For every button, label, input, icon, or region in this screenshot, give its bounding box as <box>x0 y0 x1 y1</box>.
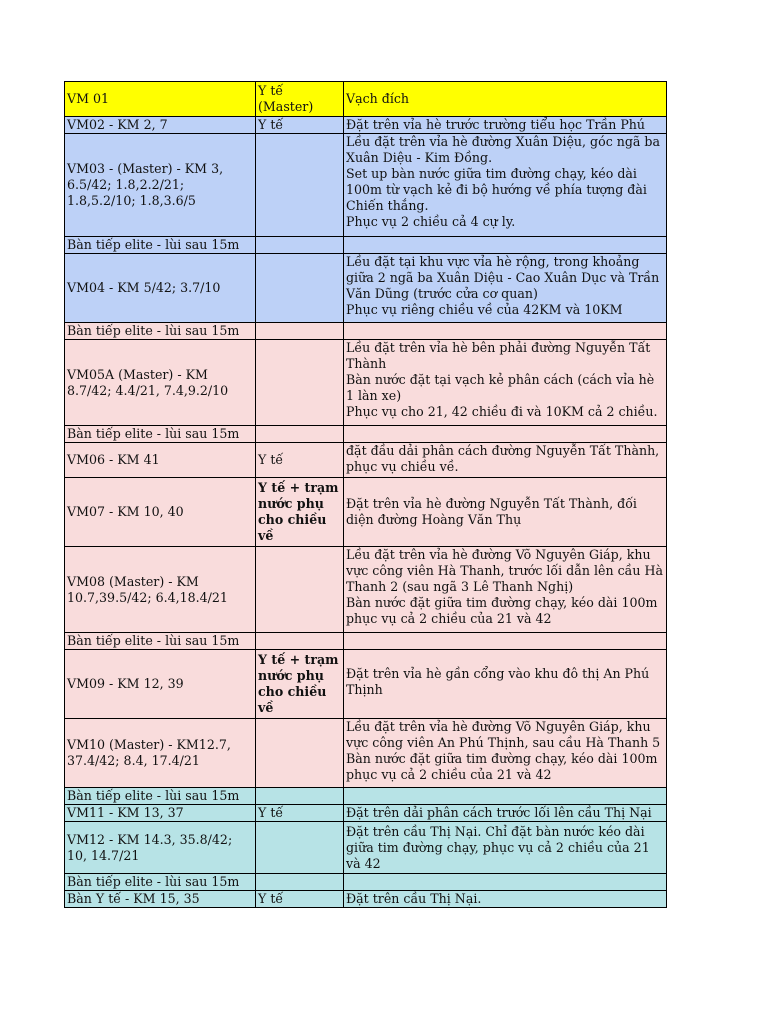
medical-cell <box>256 633 344 650</box>
table-row <box>65 788 667 805</box>
station-cell: Bàn tiếp elite - lùi sau 15m <box>65 874 256 891</box>
water-station-table <box>64 81 667 908</box>
location-cell: Đặt trên vỉa hè đường Nguyễn Tất Thành, đối diện đường Hoàng Văn Thụ <box>344 478 667 547</box>
medical-cell <box>256 134 344 237</box>
station-cell: Bàn Y tế - KM 15, 35 <box>65 891 256 908</box>
location-cell <box>344 788 667 805</box>
station-cell: Bàn tiếp elite - lùi sau 15m <box>65 633 256 650</box>
station-cell: VM12 - KM 14.3, 35.8/42; 10, 14.7/21 <box>65 822 256 874</box>
location-cell: Lều đặt tại khu vực vỉa hè rộng, trong khoảng giữa 2 ngã ba Xuân Diệu - Cao Xuân Dục và Trần Văn Dũng (trước cửa cơ quan) Phục vụ riêng chiều về của 42KM và 10KM <box>344 254 667 323</box>
medical-cell: Y tế <box>256 805 344 822</box>
medical-cell <box>256 426 344 443</box>
table-row <box>65 443 667 478</box>
medical-cell <box>256 340 344 426</box>
location-cell: Lều đặt trên vỉa hè đường Xuân Diệu, góc ngã ba Xuân Diệu - Kim Đồng. Set up bàn nước giữa tim đường chạy, kéo dài 100m từ vạch kẻ đi bộ hướng về phía tượng đài Chiến thắng. Phục vụ 2 chiều cả 4 cự ly. <box>344 134 667 237</box>
medical-cell <box>256 254 344 323</box>
medical-cell <box>256 323 344 340</box>
station-cell: VM10 (Master) - KM12.7, 37.4/42; 8.4, 17.4/21 <box>65 719 256 788</box>
table-row <box>65 117 667 134</box>
medical-cell <box>256 547 344 633</box>
medical-cell: Y tế <box>256 443 344 478</box>
location-cell <box>344 633 667 650</box>
station-cell: VM07 - KM 10, 40 <box>65 478 256 547</box>
location-cell: Lều đặt trên vỉa hè bên phải đường Nguyễn Tất Thành Bàn nước đặt tại vạch kẻ phân cách (cách vỉa hè 1 làn xe) Phục vụ cho 21, 42 chiều đi và 10KM cả 2 chiều. <box>344 340 667 426</box>
table-row <box>65 719 667 788</box>
station-cell: VM04 - KM 5/42; 3.7/10 <box>65 254 256 323</box>
medical-cell <box>256 788 344 805</box>
medical-cell: Y tế (Master) <box>256 82 344 117</box>
station-cell: VM06 - KM 41 <box>65 443 256 478</box>
medical-cell: Y tế + trạm nước phụ cho chiều về <box>256 478 344 547</box>
station-cell: Bàn tiếp elite - lùi sau 15m <box>65 788 256 805</box>
table-row <box>65 650 667 719</box>
table-row <box>65 822 667 874</box>
medical-cell: Y tế <box>256 117 344 134</box>
table-row <box>65 891 667 908</box>
table-row <box>65 633 667 650</box>
location-cell <box>344 874 667 891</box>
location-cell: Đặt trên dải phân cách trước lối lên cầu Thị Nại <box>344 805 667 822</box>
station-cell: VM08 (Master) - KM 10.7,39.5/42; 6.4,18.4/21 <box>65 547 256 633</box>
table-row <box>65 340 667 426</box>
station-cell: Bàn tiếp elite - lùi sau 15m <box>65 237 256 254</box>
medical-cell <box>256 237 344 254</box>
location-cell: Đặt trên cầu Thị Nại. Chỉ đặt bàn nước kéo dài giữa tim đường chạy, phục vụ cả 2 chiều của 21 và 42 <box>344 822 667 874</box>
location-cell: Lều đặt trên vỉa hè đường Võ Nguyên Giáp, khu vực công viên An Phú Thịnh, sau cầu Hà Thanh 5 Bàn nước đặt giữa tim đường chạy, kéo dài 100m phục vụ cả 2 chiều của 21 và 42 <box>344 719 667 788</box>
table-row <box>65 237 667 254</box>
station-cell: VM03 - (Master) - KM 3, 6.5/42; 1.8,2.2/21; 1.8,5.2/10; 1.8,3.6/5 <box>65 134 256 237</box>
location-cell: Đặt trên vỉa hè trước trường tiểu học Trần Phú <box>344 117 667 134</box>
location-cell <box>344 237 667 254</box>
table-row <box>65 805 667 822</box>
location-cell <box>344 323 667 340</box>
medical-cell: Y tế <box>256 891 344 908</box>
station-cell: VM02 - KM 2, 7 <box>65 117 256 134</box>
table-row <box>65 478 667 547</box>
location-cell: Vạch đích <box>344 82 667 117</box>
medical-cell: Y tế + trạm nước phụ cho chiều về <box>256 650 344 719</box>
location-cell <box>344 426 667 443</box>
table-row <box>65 254 667 323</box>
station-cell: Bàn tiếp elite - lùi sau 15m <box>65 323 256 340</box>
station-cell: VM11 - KM 13, 37 <box>65 805 256 822</box>
location-cell: đặt đầu dải phân cách đường Nguyễn Tất Thành, phục vụ chiều về. <box>344 443 667 478</box>
station-cell: VM09 - KM 12, 39 <box>65 650 256 719</box>
table-row <box>65 323 667 340</box>
medical-cell <box>256 719 344 788</box>
location-cell: Đặt trên vỉa hè gần cổng vào khu đô thị An Phú Thịnh <box>344 650 667 719</box>
table-row <box>65 426 667 443</box>
table-row <box>65 134 667 237</box>
location-cell: Đặt trên cầu Thị Nại. <box>344 891 667 908</box>
station-cell: VM05A (Master) - KM 8.7/42; 4.4/21, 7.4,9.2/10 <box>65 340 256 426</box>
location-cell: Lều đặt trên vỉa hè đường Võ Nguyên Giáp, khu vực công viên Hà Thanh, trước lối dẫn lên cầu Hà Thanh 2 (sau ngã 3 Lê Thanh Nghị) Bàn nước đặt giữa tim đường chạy, kéo dài 100m phục vụ cả 2 chiều của 21 và 42 <box>344 547 667 633</box>
station-cell: Bàn tiếp elite - lùi sau 15m <box>65 426 256 443</box>
medical-cell <box>256 822 344 874</box>
medical-cell <box>256 874 344 891</box>
table-row <box>65 547 667 633</box>
table-row <box>65 82 667 117</box>
table-row <box>65 874 667 891</box>
station-cell: VM 01 <box>65 82 256 117</box>
